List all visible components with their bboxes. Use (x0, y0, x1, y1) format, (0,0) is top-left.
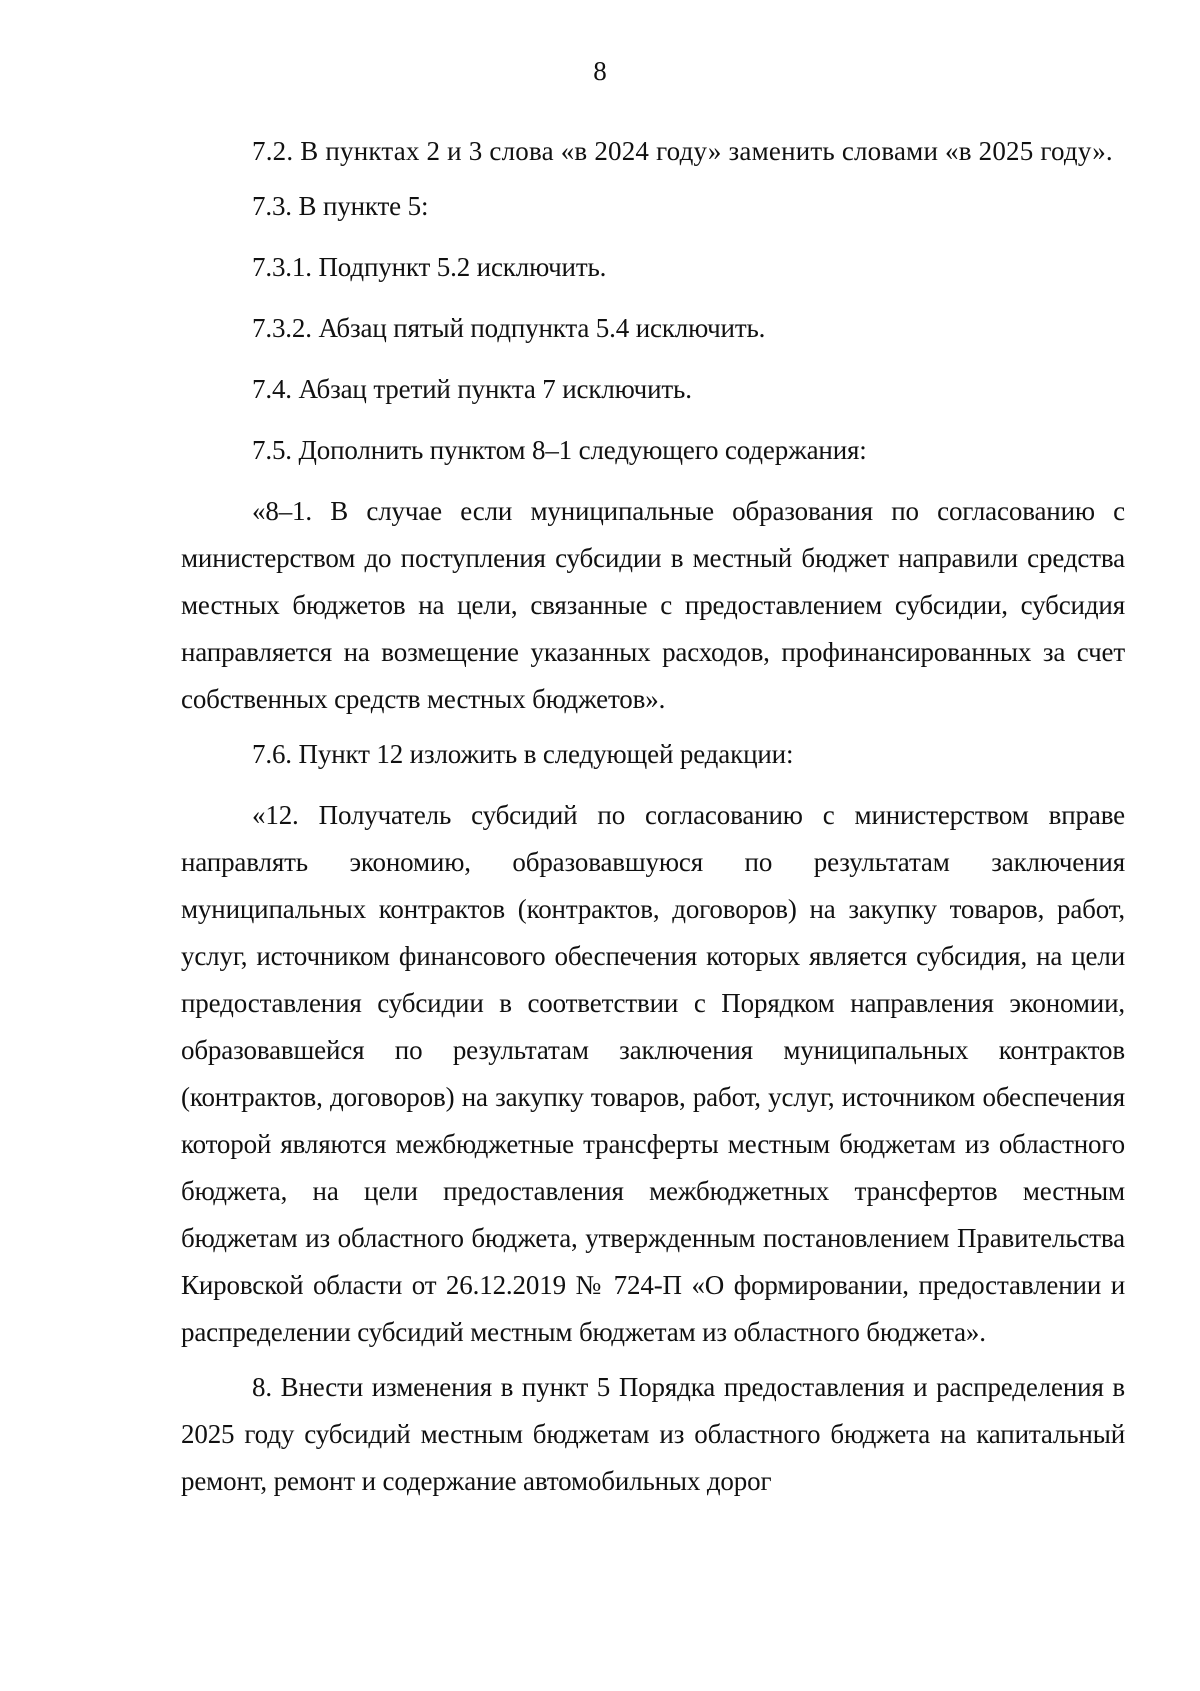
page-number: 8 (593, 56, 607, 86)
paragraph-8-1-quote: «8–1. В случае если муниципальные образования по согласованию с министерством до поступления субсидии в местный бюджет направили средства местных бюджетов на цели, связанные с предоставлением субсидии, субсидия направляется на возмещение указанных расходов, профинансированных за счет собственных средств местных бюджетов». (181, 496, 1125, 714)
paragraph-7-3-2: 7.3.2. Абзац пятый подпункта 5.4 исключить. (252, 313, 766, 343)
document-body (181, 128, 1125, 1513)
paragraph-7-4: 7.4. Абзац третий пункта 7 исключить. (252, 374, 692, 404)
paragraph-8: 8. Внести изменения в пункт 5 Порядка предоставления и распределения в 2025 году субсидий местным бюджетам из областного бюджета на капитальный ремонт, ремонт и содержание автомобильных дорог (181, 1372, 1125, 1496)
paragraph-7-5: 7.5. Дополнить пунктом 8–1 следующего содержания: (252, 435, 867, 465)
paragraph-7-6: 7.6. Пункт 12 изложить в следующей редакции: (252, 739, 794, 769)
paragraph-12-quote: «12. Получатель субсидий по согласованию с министерством вправе направлять экономию, образовавшуюся по результатам заключения муниципальных контрактов (контрактов, договоров) на закупку товаров, работ, услуг, источником финансового обеспечения которых является субсидия, на цели предоставления субсидии в соответствии с Порядком направления экономии, образовавшейся по результатам заключения муниципальных контрактов (контрактов, договоров) на закупку товаров, работ, услуг, источником обеспечения которой являются межбюджетные трансферты местным бюджетам из областного бюджета, на цели предоставления межбюджетных трансфертов местным бюджетам из областного бюджета, утвержденным постановлением Правительства Кировской области от 26.12.2019 № 724-П «О формировании, предоставлении и распределении субсидий местным бюджетам из областного бюджета». (181, 800, 1125, 1347)
paragraph-7-3: 7.3. В пункте 5: (252, 191, 429, 221)
paragraph-7-3-1: 7.3.1. Подпункт 5.2 исключить. (252, 252, 607, 282)
paragraph-7-2: 7.2. В пунктах 2 и 3 слова «в 2024 году» заменить словами «в 2025 году». (252, 136, 1113, 166)
